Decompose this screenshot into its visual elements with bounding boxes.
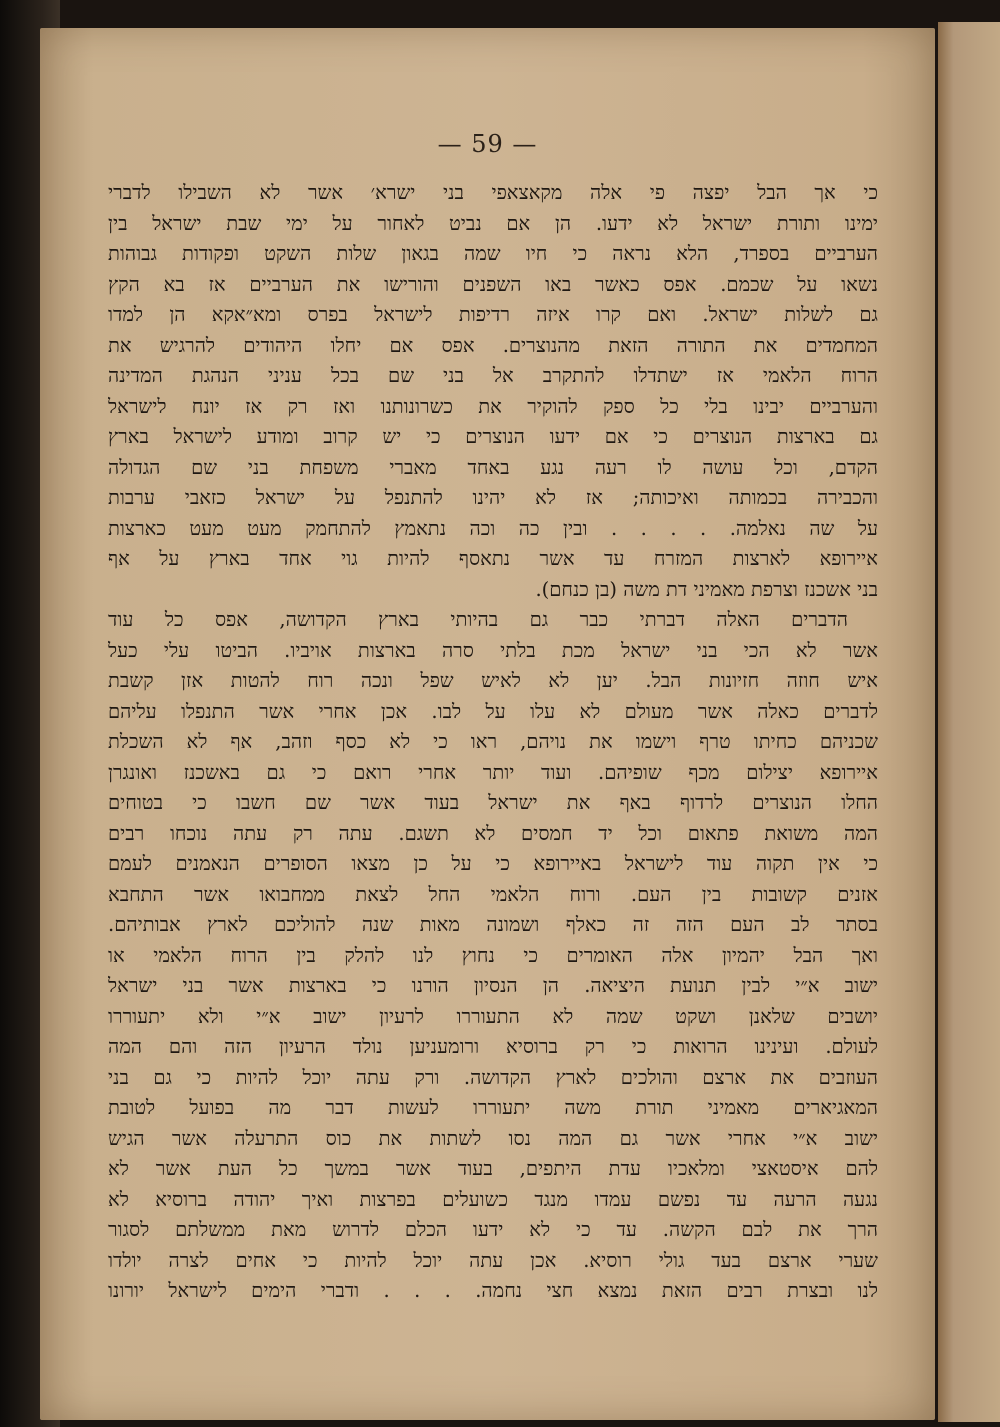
text-line: הקדם, וכל עושה לו רעה נגע באחד מאברי משפחת בני שם הגדולה	[108, 455, 878, 479]
text-line: המה משואת פתאום וכל יד חמסים לא תשגם. עתה רק עתה נוכחו רבים	[108, 821, 878, 845]
text-line: והערביים יבינו בלי כל ספק להוקיר את כשרונותנו ואז רק אז יונח לישראל	[108, 394, 878, 418]
text-line: על שה נאלמה. . . . . ובין כה וכה נתאמץ להתחמק מעט מעט כארצות	[108, 516, 878, 540]
text-line: הרוח הלאמי אז ישתדלו להתקרב אל בני שם בכל עניני הנהגת המדינה	[108, 364, 878, 387]
text-line: יושבים שלאנן ושקט שמה לא התעוררו לרעיון ישוב א״י ולא יתעוררו	[108, 1004, 878, 1028]
text-line: המאגיארים מאמיני תורת משה יתעוררו לעשות דבר מה בפועל לטובת	[108, 1096, 878, 1119]
text-line: אשר לא הכי בני ישראל מכת בלתי סרה בארצות אויביו. הביטו עלי כעל	[108, 638, 878, 662]
text-line: ישוב א״י אחרי אשר גם המה נסו לשתות את כוס התרעלה אשר הגיש	[108, 1126, 878, 1150]
text-line: בסתר לב העם הזה זה כאלף ושמונה מאות שנה להוליכם לארץ אבותיהם.	[108, 913, 878, 936]
text-line: ישוב א״י לבין תנועת היציאה. הן הנסיון הורנו כי בארצות אשר בני ישראל	[108, 974, 878, 997]
text-line: איירופא לארצות המזרח עד אשר נתאסף להיות גוי אחד בארץ על אף	[108, 547, 878, 570]
text-line: לנו ובצרת רבים הזאת נמצא חצי נחמה. . . . ודברי הימים לישראל יורונו	[108, 1279, 878, 1302]
text-line: בני אשכנז וצרפת מאמיני דת משה (בן כנחם).	[535, 577, 878, 601]
text-line: נגעה הרעה עד נפשם עמדו מנגד כשועלים בפרצות ואיך יהודה ברוסיא לא	[108, 1187, 878, 1211]
text-line: כי אך הבל יפצה פי אלה מקאצאפי בני ישרא׳ אשר לא השבילו לדברי	[108, 181, 878, 204]
text-line: לעולם. ועינינו הרואות כי רק ברוסיא ורומעניען נולד הרעיון הזה והם המה	[108, 1035, 878, 1058]
text-line: והכבירה בכמותה ואיכותה; אז לא יהינו להתנפל על ישראל כזאבי ערבות	[108, 486, 878, 509]
text-line: לדברים כאלה אשר מעולם לא עלו על לבו. אכן אחרי אשר התנפלו עליהם	[108, 699, 878, 723]
text-line: העוזבים את ארצם והולכים לארץ הקדושה. ורק עתה יוכל להיות כי גם בני	[108, 1065, 878, 1089]
text-line: המחמדים את התורה הזאת מהנוצרים. אפס אם יחלו היהודים להרגיש את	[108, 333, 878, 357]
text-line: גם בארצות הנוצרים כי אם ידעו הנוצרים כי יש קרוב ומודע לישראל בארץ	[108, 425, 878, 448]
text-line: כי אין תקוה עוד לישראל באיירופא כי על כן מצאו הסופרים הנאמנים לעמם	[108, 852, 878, 875]
text-line: שערי ארצם בעד גולי רוסיא. אכן עתה יוכל להיות כי אחים לצרה יולדו	[108, 1248, 878, 1272]
facing-page-edge	[938, 22, 1000, 1422]
text-line: ואך הבל יהמיון אלה האומרים כי נחוץ לנו להלק בין הרוח הלאמי או	[108, 943, 878, 967]
text-line: להם איסטאצי ומלאכיו עדת היתפים, בעוד אשר במשך כל העת אשר לא	[108, 1157, 878, 1180]
page-number: — 59 —	[437, 130, 538, 158]
book-page	[40, 28, 935, 1420]
text-line: נשאו על שכמם. אפס כאשר באו השפנים והורישו את הערביים אז בא הקץ	[108, 272, 878, 296]
text-line: אזנים קשובות בין העם. ורוח הלאמי החל לצאת ממחבואו אשר התחבא	[108, 882, 878, 906]
text-line: הדברים האלה דברתי כבר גם בהיותי בארץ הקדושה, אפס כל עוד	[108, 608, 848, 631]
text-line: איש חוזה חזיונות הבל. יען לא לאיש שפל ונכה רוח להטות אזן קשבת	[108, 669, 878, 692]
text-line: גם לשלות ישראל. ואם קרו איזה רדיפות לישראל בפרס ומא״אקא הן למדו	[108, 303, 878, 326]
text-line: הערביים בספרד, הלא נראה כי חיו שמה בגאון שלות השקט ופקודות גבוהות	[108, 242, 878, 265]
text-line: החלו הנוצרים לרדוף באף את ישראל בעוד אשר שם חשבו כי בטוחים	[108, 791, 878, 814]
text-line: ימינו ותורת ישראל לא ידעו. הן אם נביט לאחור על ימי שבת ישראל בין	[108, 211, 878, 235]
text-line: שכניהם כחיתו טרף וישמו את נויהם, ראו כי לא כסף וזהב, אף לא השכלת	[108, 730, 878, 753]
text-line: הרך את לבם הקשה. עד כי לא ידעו הכלם לדרוש מאת ממשלתם לסגור	[108, 1218, 878, 1241]
text-line: איירופא יצילום מכף שופיהם. ועוד יותר אחרי רואם כי גם באשכנז ואונגרן	[108, 760, 878, 784]
page-body-text	[108, 178, 878, 1378]
